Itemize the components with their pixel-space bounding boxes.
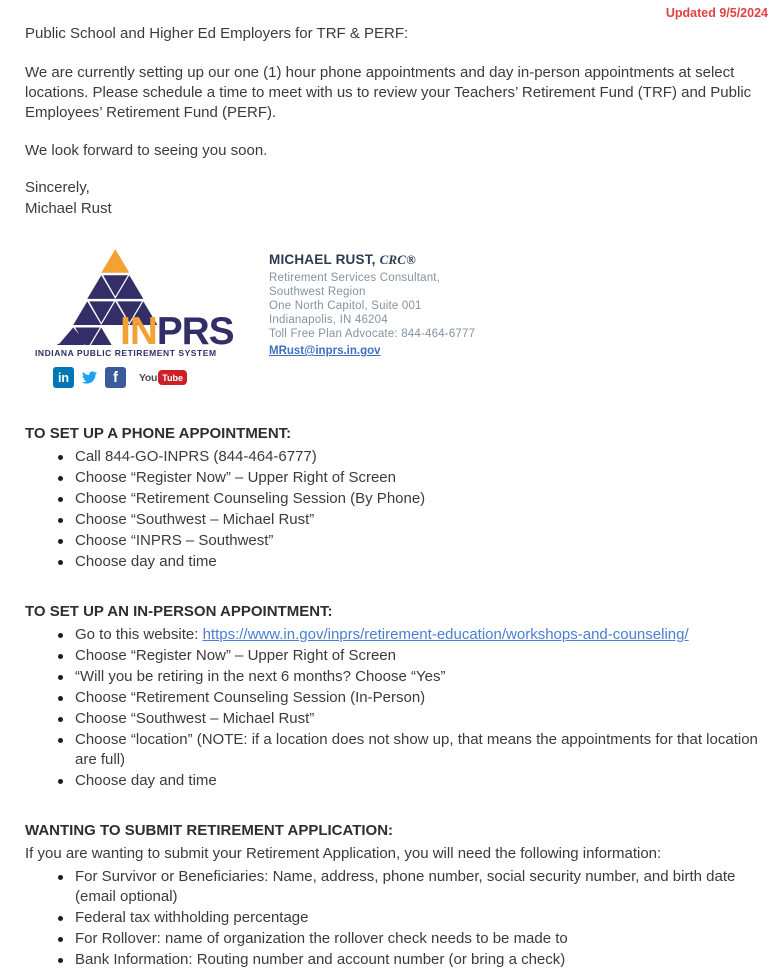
look-forward-line: We look forward to seeing you soon. bbox=[25, 142, 268, 159]
bullet-text: Choose “Southwest – Michael Rust” bbox=[75, 710, 315, 727]
contact-name-line bbox=[269, 252, 475, 268]
bullet-text: Choose “INPRS – Southwest” bbox=[75, 532, 274, 549]
bullet-item bbox=[25, 950, 772, 970]
bullet-item bbox=[25, 510, 772, 530]
youtube-tube-label: Tube bbox=[158, 370, 187, 385]
email-link[interactable]: MRust@inprs.in.gov bbox=[269, 345, 381, 357]
updated-date: Updated 9/5/2024 bbox=[665, 6, 768, 20]
bullet-text: Choose day and time bbox=[75, 772, 217, 789]
bullet-item bbox=[25, 730, 772, 770]
contact-line: Indianapolis, IN 46204 bbox=[269, 314, 388, 326]
bullet-text: Choose “Register Now” – Upper Right of Screen bbox=[75, 469, 396, 486]
contact-credential: CRC® bbox=[379, 252, 417, 267]
facebook-icon[interactable]: f bbox=[105, 367, 126, 388]
bullet-text: “Will you be retiring in the next 6 months? Choose “Yes” bbox=[75, 668, 446, 685]
bullet-text: Choose “Register Now” – Upper Right of Screen bbox=[75, 647, 396, 664]
section-heading: WANTING TO SUBMIT RETIREMENT APPLICATION: bbox=[25, 822, 394, 839]
logo-text-in: IN bbox=[120, 309, 157, 345]
sections-container bbox=[25, 424, 772, 970]
contact-name: MICHAEL RUST, bbox=[269, 252, 376, 267]
bullet-list bbox=[25, 447, 772, 572]
logo-tagline: INDIANA PUBLIC RETIREMENT SYSTEM bbox=[35, 348, 217, 358]
website-link[interactable]: https://www.in.gov/inprs/retirement-education/workshops-and-counseling/ bbox=[202, 626, 689, 643]
social-icons-row bbox=[53, 367, 243, 388]
bullet-item bbox=[25, 531, 772, 551]
appointment-section bbox=[25, 424, 772, 572]
bullet-item bbox=[25, 867, 772, 907]
intro-paragraph: We are currently setting up our one (1) hour phone appointments and day in-person appointments at select locations. Please schedule a time to meet with us to review your Teachers’ Retirement Fund (TRF) and Public Employees’ Retirement Fund (PERF). bbox=[25, 64, 752, 121]
contact-line: One North Capitol, Suite 001 bbox=[269, 300, 422, 312]
appointment-section bbox=[25, 602, 772, 791]
bullet-item bbox=[25, 908, 772, 928]
appointment-section bbox=[25, 821, 772, 970]
bullet-list bbox=[25, 625, 772, 791]
bullet-item bbox=[25, 667, 772, 687]
svg-text:INPRS bbox=[120, 310, 234, 345]
bullet-item bbox=[25, 646, 772, 666]
bullet-item bbox=[25, 489, 772, 509]
bullet-text: Federal tax withholding percentage bbox=[75, 909, 309, 926]
bullet-text: Bank Information: Routing number and account number (or bring a check) bbox=[75, 951, 566, 968]
signer-name: Michael Rust bbox=[25, 200, 112, 217]
bullet-text: Choose “Retirement Counseling Session (By Phone) bbox=[75, 490, 426, 507]
bullet-text: For Survivor or Beneficiaries: Name, address, phone number, social security number, and birth date (email optional) bbox=[75, 868, 736, 905]
section-heading: TO SET UP AN IN-PERSON APPOINTMENT: bbox=[25, 603, 333, 620]
linkedin-icon[interactable]: in bbox=[53, 367, 74, 388]
bullet-text: Choose “Southwest – Michael Rust” bbox=[75, 511, 315, 528]
bullet-text: Call 844-GO-INPRS (844-464-6777) bbox=[75, 448, 317, 465]
bullet-item bbox=[25, 771, 772, 791]
inprs-pyramid-logo-icon bbox=[35, 248, 243, 345]
bullet-text: For Rollover: name of organization the rollover check needs to be made to bbox=[75, 930, 568, 947]
inprs-logo bbox=[35, 248, 243, 388]
section-intro: If you are wanting to submit your Retirement Application, you will need the following information: bbox=[25, 845, 662, 862]
bullet-item bbox=[25, 552, 772, 572]
youtube-you-label: You bbox=[139, 371, 158, 384]
contact-line: Toll Free Plan Advocate: 844-464-6777 bbox=[269, 328, 476, 340]
bullet-item bbox=[25, 625, 772, 645]
bullet-text: Choose “location” (NOTE: if a location does not show up, that means the appointments for that location are full) bbox=[75, 731, 758, 768]
bullet-text: Go to this website: bbox=[75, 626, 203, 643]
bullet-text: Choose “Retirement Counseling Session (In-Person) bbox=[75, 689, 426, 706]
closing-word: Sincerely, bbox=[25, 179, 90, 196]
bullet-item bbox=[25, 468, 772, 488]
section-heading: TO SET UP A PHONE APPOINTMENT: bbox=[25, 425, 292, 442]
bullet-item bbox=[25, 929, 772, 949]
bullet-text: Choose day and time bbox=[75, 553, 217, 570]
signature-block bbox=[35, 248, 772, 388]
bullet-item bbox=[25, 709, 772, 729]
bullet-item bbox=[25, 447, 772, 467]
contact-lines bbox=[269, 271, 475, 341]
contact-line: Southwest Region bbox=[269, 286, 366, 298]
closing-block bbox=[25, 177, 772, 219]
contact-line: Retirement Services Consultant, bbox=[269, 272, 441, 284]
bullet-list bbox=[25, 867, 772, 970]
twitter-icon[interactable] bbox=[81, 370, 98, 385]
bullet-item bbox=[25, 688, 772, 708]
salutation-line: Public School and Higher Ed Employers for TRF & PERF: bbox=[25, 25, 409, 42]
youtube-icon[interactable] bbox=[139, 370, 187, 385]
logo-text-prs: PRS bbox=[156, 309, 234, 345]
contact-card bbox=[269, 252, 475, 359]
